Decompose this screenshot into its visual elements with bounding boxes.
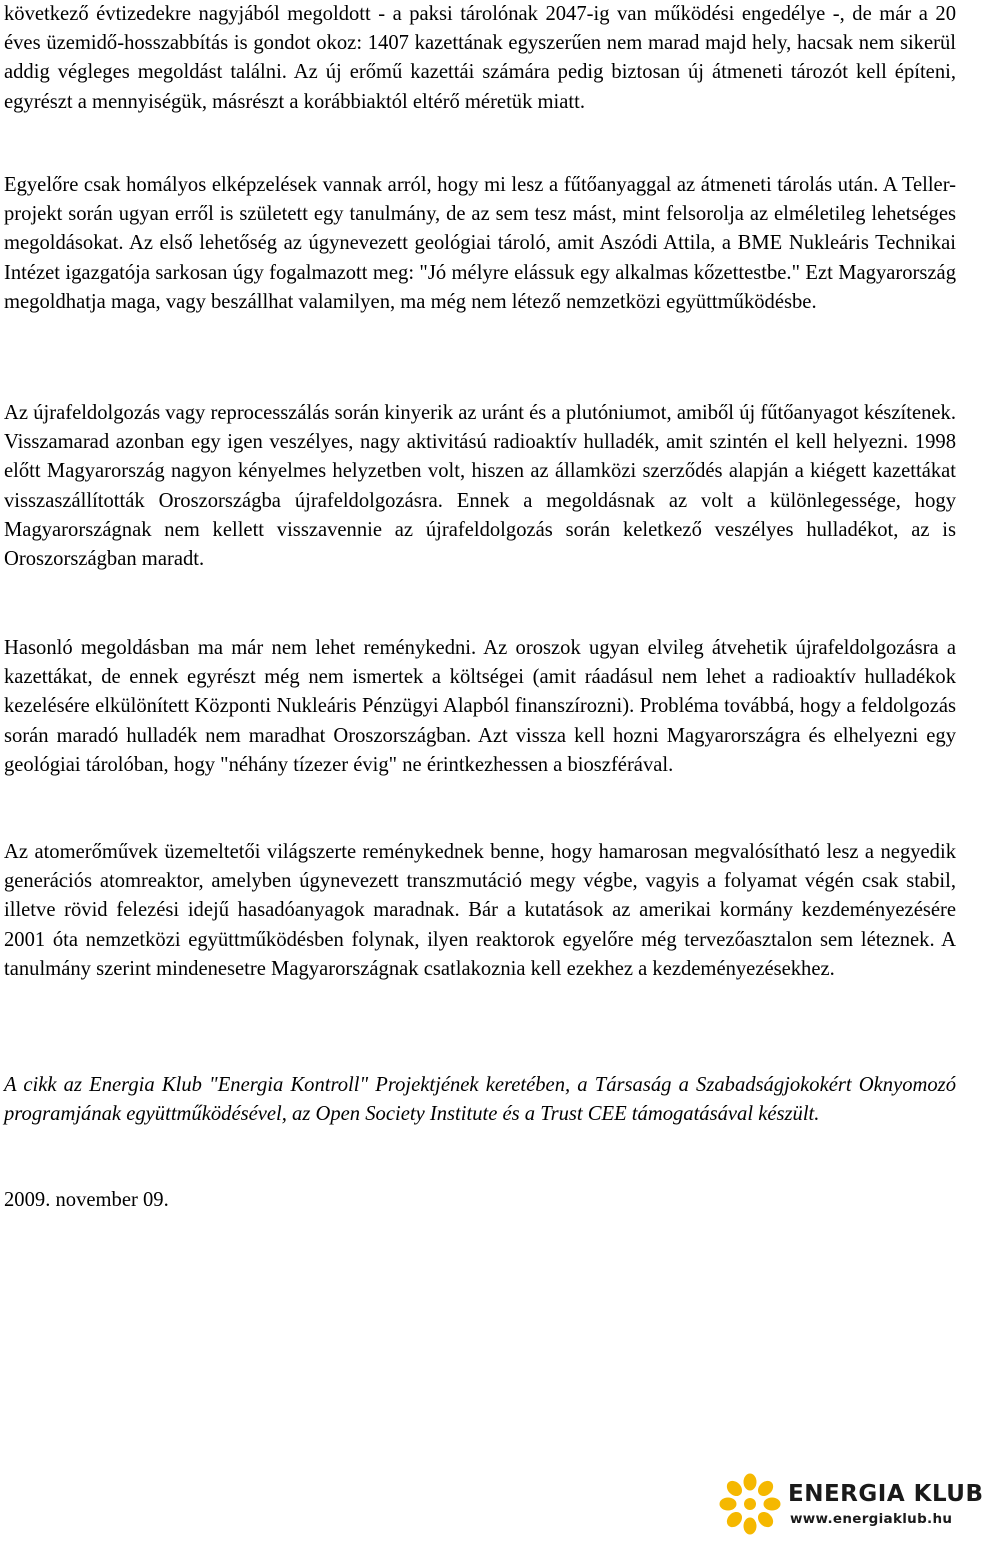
paragraph-3: Az újrafeldolgozás vagy reprocesszálás során kinyerik az uránt és a plutóniumot, amiből új fűtőanyagot készítenek. Visszamarad azonban egy igen veszélyes, nagy aktivitású radioaktív hulladék, amit szintén el kell helyezni. 1998 előtt Magyarország nagyon kényelmes helyzetben volt, hiszen az államközi szerződés alapján a kiégett kazettákat visszaszállították Oroszországba újrafeldolgozásra. Ennek a megoldásnak az volt a különlegessége, hogy Magyarországnak nem kellett visszavennie az újrafeldolgozás során keletkező veszélyes hulladékot, az is Oroszországban maradt. — [4, 402, 956, 571]
paragraph-4: Hasonló megoldásban ma már nem lehet reménykedni. Az oroszok ugyan elvileg átvehetik újrafeldolgozásra a kazettákat, de ennek egyrészt még nem ismertek a költségei (amit ráadásul nem lehet a radioaktív hulladékok kezelésére elkülönített Központi Nukleáris Pénzügyi Alapból finanszírozni). Probléma továbbá, hogy a feldolgozás során maradó hulladék nem maradhat Oroszországban. Azt vissza kell hozni Magyarországra és elhelyezni egy geológiai tárolóban, hogy "néhány tízezer évig" ne érintkezhessen a bioszférával. — [4, 637, 956, 776]
paragraph-5: Az atomerőművek üzemeltetői világszerte reménykednek benne, hogy hamarosan megvalósítható lesz a negyedik generációs atomreaktor, amelyben úgynevezett transzmutáció megy végbe, vagyis a folyamat végén csak stabil, illetve rövid felezési idejű hasadóanyagok maradnak. Bár a kutatások az amerikai kormány kezdeményezésére 2001 óta nemzetközi együttműködésben folynak, ilyen reaktorok egyelőre még tervezőasztalon sem léteznek. A tanulmány szerint mindenesetre Magyarországnak csatlakoznia kell ezekhez a kezdeményezésekhez. — [4, 841, 956, 980]
logo-title: ENERGIA KLUB — [788, 1481, 984, 1507]
publication-date: 2009. november 09. — [4, 1189, 169, 1211]
credit-note: A cikk az Energia Klub "Energia Kontroll" Projektjének keretében, a Társaság a Szabadságjokokért Oknyomozó programjának együttműködésével, az Open Society Institute és a Trust CEE támogatásával készült. — [4, 1074, 956, 1126]
sun-flower-icon — [718, 1473, 782, 1535]
paragraph-2: Egyelőre csak homályos elképzelések vannak arról, hogy mi lesz a fűtőanyaggal az átmeneti tárolás után. A Teller-projekt során ugyan erről is született egy tanulmány, de az sem tesz mást, mint felsorolja az elméletileg lehetséges megoldásokat. Az első lehetőség az úgynevezett geológiai tároló, amit Aszódi Attila, a BME Nukleáris Technikai Intézet igazgatója sarkosan úgy fogalmazott meg: "Jó mélyre elássuk egy alkalmas kőzettestbe." Ezt Magyarország megoldhatja maga, vagy beszállhat valamilyen, ma még nem létező nemzetközi együttműködésbe. — [4, 174, 956, 313]
energia-klub-logo — [718, 1473, 984, 1535]
logo-url: www.energiaklub.hu — [790, 1511, 953, 1527]
paragraph-1: következő évtizedekre nagyjából megoldott - a paksi tárolónak 2047-ig van működési engedélye -, de már a 20 éves üzemidő-hosszabbítás is gondot okoz: 1407 kazettának egyszerűen nem marad majd hely, hacsak nem sikerül addig végleges megoldást találni. Az új erőmű kazettái számára pedig biztosan új átmeneti tározót kell építeni, egyrészt a mennyiségük, másrészt a korábbiaktól eltérő méretük miatt. — [4, 3, 956, 113]
